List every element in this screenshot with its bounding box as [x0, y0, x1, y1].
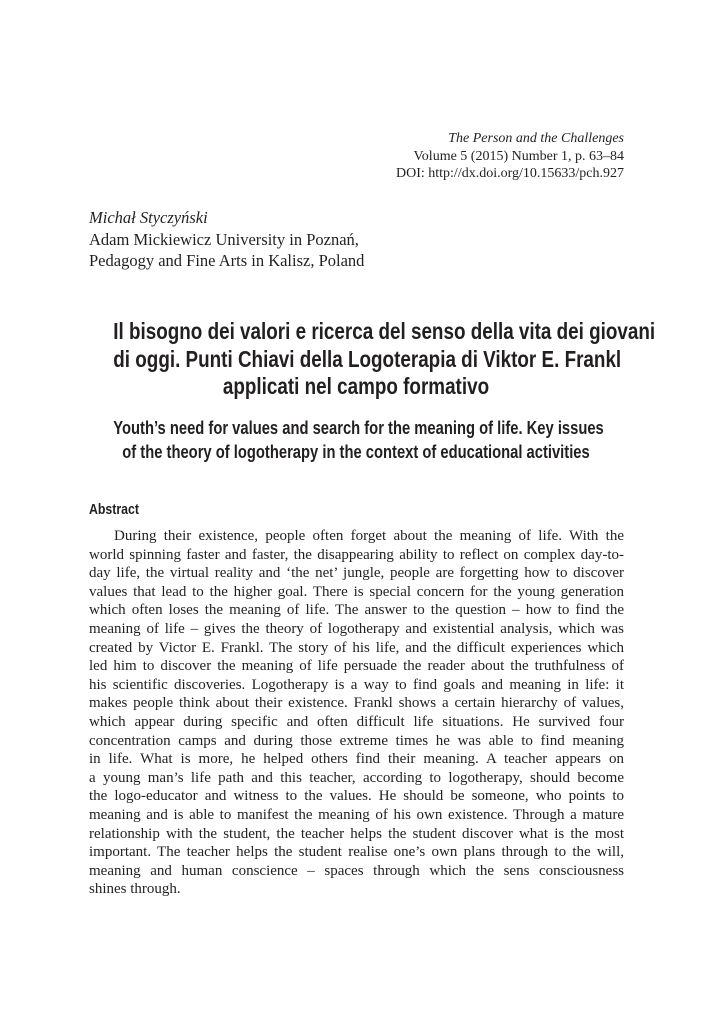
author-affiliation-line-1: Adam Mickiewicz University in Poznań, [89, 229, 359, 249]
abstract-line: important. The teacher helps the student realise one’s own plans through to the will, [89, 844, 624, 861]
subtitle-line: Youth’s need for values and search for the meaning of life. Key issues [113, 418, 604, 438]
paper-title [60, 318, 656, 401]
abstract-line: world spinning faster and faster, the disappearing ability to reflect on complex day-to- [89, 546, 624, 563]
author-affiliation-line-2: Pedagogy and Fine Arts in Kalisz, Poland [89, 251, 365, 270]
abstract-line: concentration camps and during those extreme times he was able to find meaning [89, 732, 624, 749]
abstract-line: in life. What is more, he helped others find their meaning. A teacher appears on [89, 751, 624, 768]
abstract-line: his scientific discoveries. Logotherapy is a way to find goals and meaning in life: it [89, 676, 624, 693]
subtitle-line: of the theory of logotherapy in the context of educational activities [122, 441, 590, 462]
abstract-line: shines through. [89, 881, 181, 898]
title-line: applicati nel campo formativo [222, 373, 490, 399]
abstract-line: created by Victor E. Frankl. The story of his life, and the difficult experiences which [89, 639, 624, 656]
title-line: Il bisogno dei valori e ricerca del senso della vita dei giovani [113, 318, 656, 344]
abstract-line: relationship with the student, the teacher helps the student discover what is the most [89, 825, 624, 842]
abstract-heading: Abstract [89, 502, 140, 518]
abstract-body [89, 527, 624, 899]
journal-header [396, 130, 624, 183]
abstract-line: a young man’s life path and this teacher, according to logotherapy, should become [89, 769, 624, 786]
author-block [89, 207, 364, 272]
abstract-line: makes people think about their existence. Frankl shows a certain hierarchy of values, [89, 695, 624, 712]
abstract-line: day life, the virtual reality and ‘the net’ jungle, people are forgetting how to discover [89, 565, 624, 582]
author-name: Michał Styczyński [89, 208, 208, 227]
abstract-line: which appear during specific and often difficult life situations. He survived four [89, 713, 624, 730]
paper-subtitle [60, 417, 652, 464]
abstract-line: which often loses the meaning of life. The answer to the question – how to find the [89, 602, 624, 619]
abstract-line: meaning and human conscience – spaces through which the sens consciousness [89, 862, 624, 879]
abstract-line: meaning of life – gives the theory of logotherapy and existential analysis, which was [89, 620, 624, 637]
journal-doi: DOI: http://dx.doi.org/10.15633/pch.927 [395, 166, 624, 181]
journal-volume: Volume 5 (2015) Number 1, p. 63–84 [413, 148, 624, 164]
journal-name: The Person and the Challenges [448, 131, 624, 146]
abstract-line: the logo-educator and witness to the values. He should be someone, who points to [89, 788, 624, 805]
abstract-line: values that lead to the higher goal. There is special concern for the young generation [89, 583, 624, 600]
abstract-line: led him to discover the meaning of life persuade the reader about the truthfulness of [89, 658, 624, 675]
abstract-line: meaning and is able to manifest the meaning of his own existence. Through a mature [89, 806, 624, 823]
abstract-line: During their existence, people often forget about the meaning of life. With the [114, 528, 624, 544]
title-line: di oggi. Punti Chiavi della Logoterapia di Viktor E. Frankl [113, 345, 622, 372]
